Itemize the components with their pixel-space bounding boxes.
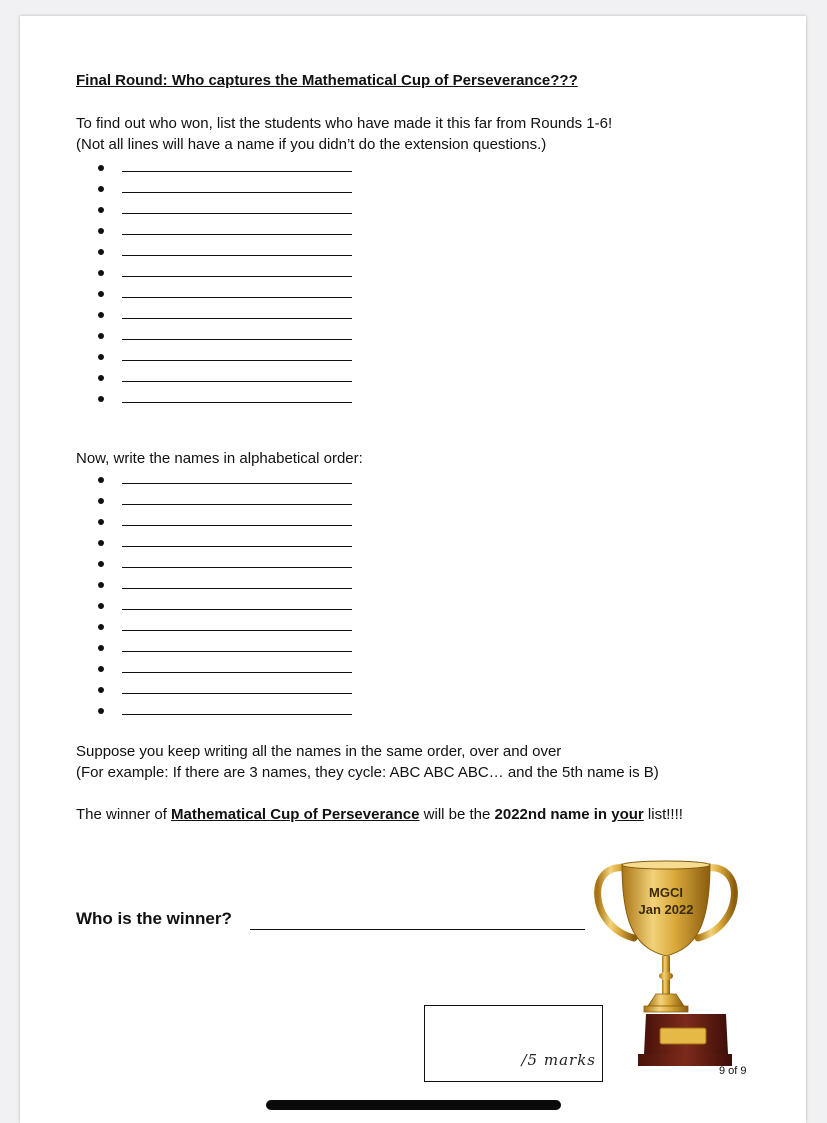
trophy-text-1: MGCI xyxy=(649,885,683,900)
student-list-item xyxy=(98,263,358,284)
answer-line[interactable] xyxy=(122,546,352,547)
alphabetical-list-item xyxy=(98,554,358,575)
trophy-text-2: Jan 2022 xyxy=(638,902,694,917)
trophy-plaque xyxy=(660,1028,706,1044)
alphabetical-list-item xyxy=(98,533,358,554)
alphabetical-list-item xyxy=(98,638,358,659)
bullet-icon xyxy=(98,603,104,609)
bullet-icon xyxy=(98,354,104,360)
bullet-icon xyxy=(98,291,104,297)
page-title: Final Round: Who captures the Mathematical Cup of Perseverance??? xyxy=(76,72,578,89)
alphabetical-list-item xyxy=(98,512,358,533)
bullet-icon xyxy=(98,375,104,381)
student-list-item xyxy=(98,347,358,368)
cup-name: Mathematical Cup of Perseverance xyxy=(171,806,420,823)
winner-question: Who is the winner? xyxy=(76,909,232,928)
alphabetical-list-item xyxy=(98,701,358,722)
page-number: 9 of 9 xyxy=(719,1065,747,1077)
alphabetical-list-item xyxy=(98,596,358,617)
answer-line[interactable] xyxy=(122,651,352,652)
student-list-item xyxy=(98,326,358,347)
student-list-item xyxy=(98,305,358,326)
cycle-line-1: Suppose you keep writing all the names in the same order, over and over xyxy=(76,743,562,760)
answer-line[interactable] xyxy=(122,192,352,193)
answer-line[interactable] xyxy=(122,504,352,505)
winner-answer-line[interactable] xyxy=(250,929,585,930)
bullet-icon xyxy=(98,312,104,318)
bullet-icon xyxy=(98,249,104,255)
answer-line[interactable] xyxy=(122,360,352,361)
marks-box xyxy=(424,1005,603,1082)
marks-label: /5 marks xyxy=(521,1051,596,1069)
answer-line[interactable] xyxy=(122,609,352,610)
cycle-text xyxy=(76,741,659,783)
student-list-item xyxy=(98,179,358,200)
bullet-icon xyxy=(98,624,104,630)
answer-line[interactable] xyxy=(122,588,352,589)
cycle-line-2: (For example: If there are 3 names, they cycle: ABC ABC ABC… and the 5th name is B) xyxy=(76,764,659,781)
answer-line[interactable] xyxy=(122,255,352,256)
alphabetical-list-item xyxy=(98,491,358,512)
bullet-icon xyxy=(98,270,104,276)
intro-line-2: (Not all lines will have a name if you didn’t do the extension questions.) xyxy=(76,136,547,153)
alphabetical-list-item xyxy=(98,575,358,596)
bullet-icon xyxy=(98,666,104,672)
alphabetical-list xyxy=(98,470,358,722)
answer-line[interactable] xyxy=(122,339,352,340)
alphabetical-list-item xyxy=(98,470,358,491)
bullet-icon xyxy=(98,228,104,234)
bullet-icon xyxy=(98,207,104,213)
answer-line[interactable] xyxy=(122,483,352,484)
answer-line[interactable] xyxy=(122,297,352,298)
answer-line[interactable] xyxy=(122,525,352,526)
bullet-icon xyxy=(98,645,104,651)
bullet-icon xyxy=(98,561,104,567)
winner-statement xyxy=(76,804,683,825)
winner-your: your xyxy=(611,806,644,823)
answer-line[interactable] xyxy=(122,318,352,319)
answer-line[interactable] xyxy=(122,693,352,694)
alphabetical-list-item xyxy=(98,617,358,638)
alphabetical-label: Now, write the names in alphabetical order: xyxy=(76,450,363,467)
answer-line[interactable] xyxy=(122,630,352,631)
answer-line[interactable] xyxy=(122,171,352,172)
bullet-icon xyxy=(98,477,104,483)
answer-line[interactable] xyxy=(122,381,352,382)
student-list xyxy=(98,158,358,410)
bullet-icon xyxy=(98,519,104,525)
student-list-item xyxy=(98,242,358,263)
bullet-icon xyxy=(98,582,104,588)
bullet-icon xyxy=(98,708,104,714)
winner-suffix: list!!!! xyxy=(643,806,683,823)
winner-prefix: The winner of xyxy=(76,806,172,823)
document-page xyxy=(20,16,806,1123)
answer-line[interactable] xyxy=(122,672,352,673)
intro-line-1: To find out who won, list the students who have made it this far from Rounds 1-6! xyxy=(76,115,613,132)
answer-line[interactable] xyxy=(122,402,352,403)
winner-ordinal: 2022nd name in xyxy=(494,806,612,823)
student-list-item xyxy=(98,221,358,242)
bullet-icon xyxy=(98,396,104,402)
answer-line[interactable] xyxy=(122,567,352,568)
answer-line[interactable] xyxy=(122,276,352,277)
alphabetical-list-item xyxy=(98,659,358,680)
bullet-icon xyxy=(98,333,104,339)
bullet-icon xyxy=(98,687,104,693)
student-list-item xyxy=(98,389,358,410)
intro-text xyxy=(76,113,612,155)
alphabetical-list-item xyxy=(98,680,358,701)
student-list-item xyxy=(98,284,358,305)
home-indicator[interactable] xyxy=(266,1100,561,1110)
answer-line[interactable] xyxy=(122,234,352,235)
student-list-item xyxy=(98,158,358,179)
bullet-icon xyxy=(98,540,104,546)
student-list-item xyxy=(98,368,358,389)
trophy-icon xyxy=(586,856,746,1071)
winner-middle: will be the xyxy=(419,806,495,823)
bullet-icon xyxy=(98,186,104,192)
bullet-icon xyxy=(98,165,104,171)
student-list-item xyxy=(98,200,358,221)
answer-line[interactable] xyxy=(122,213,352,214)
answer-line[interactable] xyxy=(122,714,352,715)
bullet-icon xyxy=(98,498,104,504)
